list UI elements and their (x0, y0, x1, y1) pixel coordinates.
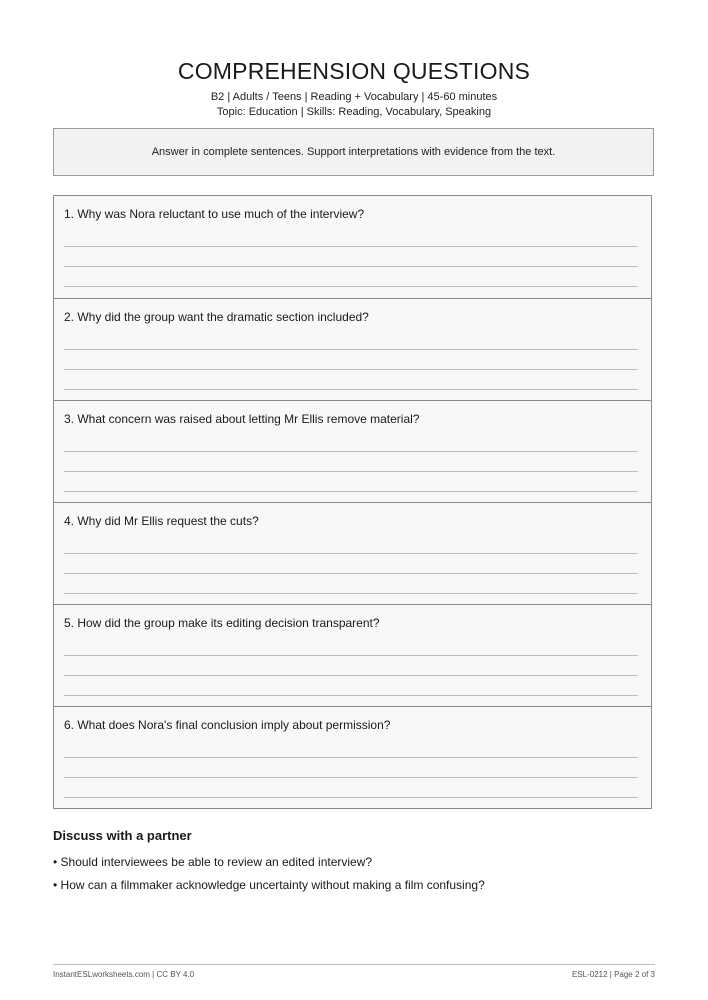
question-3 (54, 400, 651, 502)
answer-line[interactable] (64, 389, 638, 390)
answer-line[interactable] (64, 471, 638, 472)
discussion-item: • Should interviewees be able to review an edited interview? (53, 855, 373, 869)
answer-line[interactable] (64, 797, 638, 798)
answer-line[interactable] (64, 695, 638, 696)
answer-line[interactable] (64, 777, 638, 778)
answer-line[interactable] (64, 593, 638, 594)
question-5 (54, 604, 651, 706)
answer-line[interactable] (64, 553, 638, 554)
question-text: 1. Why was Nora reluctant to use much of the interview? (64, 207, 365, 221)
answer-line[interactable] (64, 573, 638, 574)
answer-line[interactable] (64, 675, 638, 676)
answer-line[interactable] (64, 451, 638, 452)
footer-source: InstantESLworksheets.com | CC BY 4.0 (53, 970, 195, 979)
answer-line[interactable] (64, 286, 638, 287)
answer-line[interactable] (64, 349, 638, 350)
question-text: 2. Why did the group want the dramatic section included? (64, 310, 369, 324)
footer-page-number: ESL-0212 | Page 2 of 3 (571, 970, 655, 979)
question-1 (54, 196, 651, 298)
question-text: 3. What concern was raised about letting Mr Ellis remove material? (64, 412, 420, 426)
answer-line[interactable] (64, 757, 638, 758)
question-4 (54, 502, 651, 604)
questions-list (53, 195, 652, 809)
question-2 (54, 298, 651, 400)
answer-line[interactable] (64, 369, 638, 370)
topic-meta: Topic: Education | Skills: Reading, Vocabulary, Speaking (216, 106, 492, 118)
question-text: 4. Why did Mr Ellis request the cuts? (64, 514, 259, 528)
page-title: COMPREHENSION QUESTIONS (177, 58, 531, 84)
answer-line[interactable] (64, 655, 638, 656)
answer-line[interactable] (64, 246, 638, 247)
instructions-text: Answer in complete sentences. Support interpretations with evidence from the text. (151, 146, 556, 158)
question-6 (54, 706, 651, 808)
instructions-box (53, 128, 654, 176)
question-text: 5. How did the group make its editing decision transparent? (64, 616, 380, 630)
answer-line[interactable] (64, 491, 638, 492)
discussion-heading: Discuss with a partner (53, 828, 192, 843)
question-text: 6. What does Nora's final conclusion imply about permission? (64, 718, 391, 732)
level-meta: B2 | Adults / Teens | Reading + Vocabulary | 45-60 minutes (210, 91, 498, 103)
answer-line[interactable] (64, 266, 638, 267)
discussion-item: • How can a filmmaker acknowledge uncertainty without making a film confusing? (53, 878, 485, 892)
footer-divider (53, 964, 655, 965)
